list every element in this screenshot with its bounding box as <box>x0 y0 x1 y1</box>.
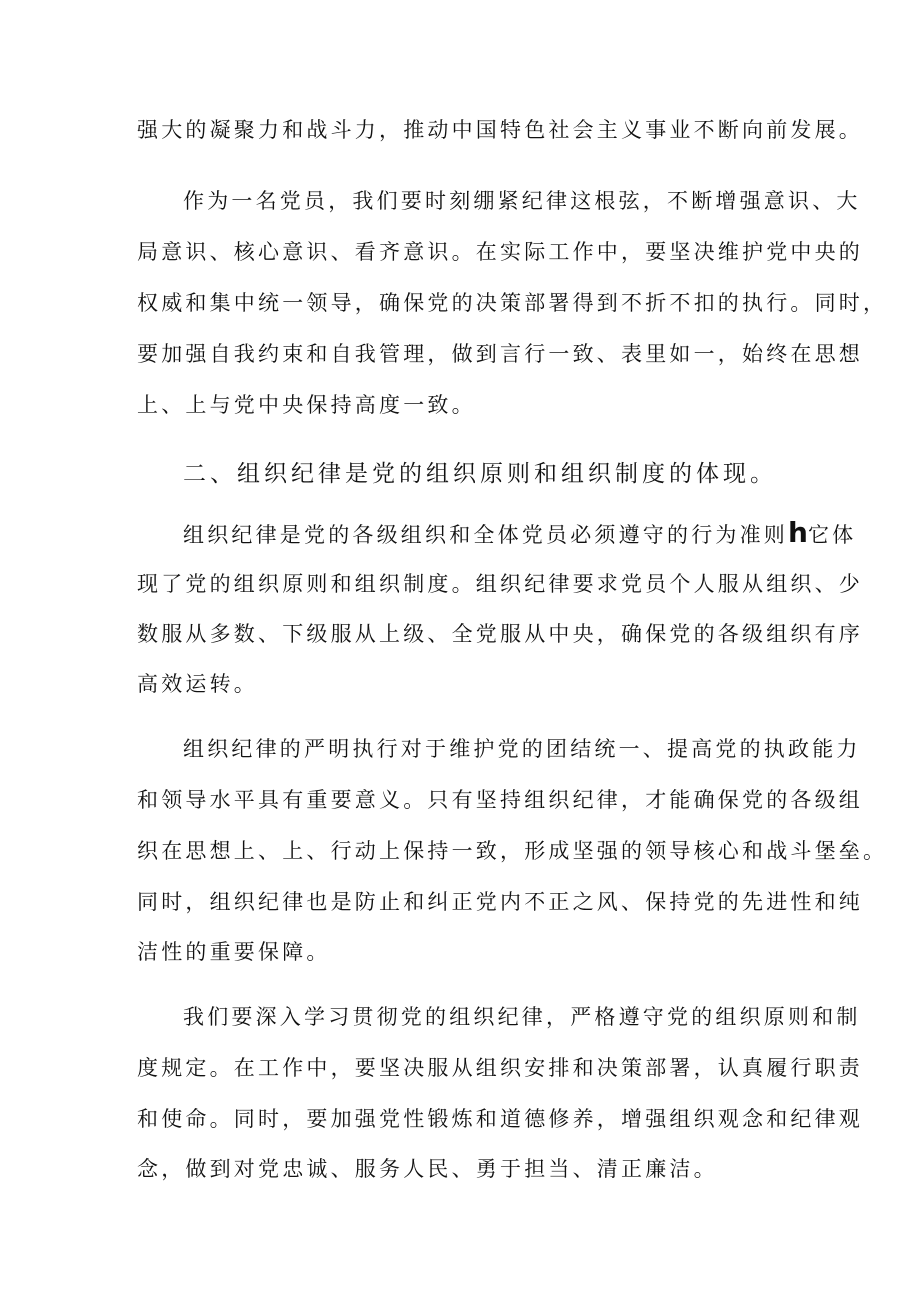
paragraph-line <box>183 516 857 549</box>
paragraph-line: 上、上与党中央保持高度一致。 <box>137 393 476 417</box>
paragraph-line: 作为一名党员，我们要时刻绷紧纪律这根弦，不断增强意识、大 <box>183 189 861 213</box>
paragraph-line: 和领导水平具有重要意义。只有坚持组织纪律，才能确保党的各级组 <box>137 788 863 812</box>
paragraph-text: 组织纪律是党的各级组织和全体党员必须遵守的行为准则 <box>183 523 788 547</box>
paragraph-line: 度规定。在工作中，要坚决服从组织安排和决策部署，认真履行职责 <box>137 1056 863 1080</box>
paragraph-line: 我们要深入学习贯彻党的组织纪律，严格遵守党的组织原则和制 <box>183 1005 861 1029</box>
paragraph-line: 同时，组织纪律也是防止和纠正党内不正之风、保持党的先进性和纯 <box>137 890 863 914</box>
paragraph-line: 和使命。同时，要加强党性锻炼和道德修养，增强组织观念和纪律观 <box>137 1107 863 1131</box>
section-heading: 二、组织纪律是党的组织原则和组织制度的体现。 <box>183 461 777 487</box>
paragraph-text: 它体 <box>807 523 857 547</box>
paragraph-line: 数服从多数、下级服从上级、全党服从中央，确保党的各级组织有序 <box>137 622 863 646</box>
paragraph-line: 高效运转。 <box>137 672 258 696</box>
paragraph-line: 强大的凝聚力和战斗力，推动中国特色社会主义事业不断向前发展。 <box>137 118 863 142</box>
paragraph-line: 局意识、核心意识、看齐意识。在实际工作中，要坚决维护党中央的 <box>137 240 863 264</box>
paragraph-line: 权威和集中统一领导，确保党的决策部署得到不折不扣的执行。同时， <box>137 291 888 315</box>
paragraph-line: 要加强自我约束和自我管理，做到言行一致、表里如一，始终在思想 <box>137 342 863 366</box>
stray-character: h <box>788 516 808 549</box>
paragraph-line: 织在思想上、上、行动上保持一致，形成坚强的领导核心和战斗堡垒。 <box>137 839 888 863</box>
paragraph-line: 洁性的重要保障。 <box>137 940 331 964</box>
paragraph-line: 现了党的组织原则和组织制度。组织纪律要求党员个人服从组织、少 <box>137 572 863 596</box>
paragraph-line: 组织纪律的严明执行对于维护党的团结统一、提高党的执政能力 <box>183 737 861 761</box>
paragraph-line: 念，做到对党忠诚、服务人民、勇于担当、清正廉洁。 <box>137 1157 718 1181</box>
